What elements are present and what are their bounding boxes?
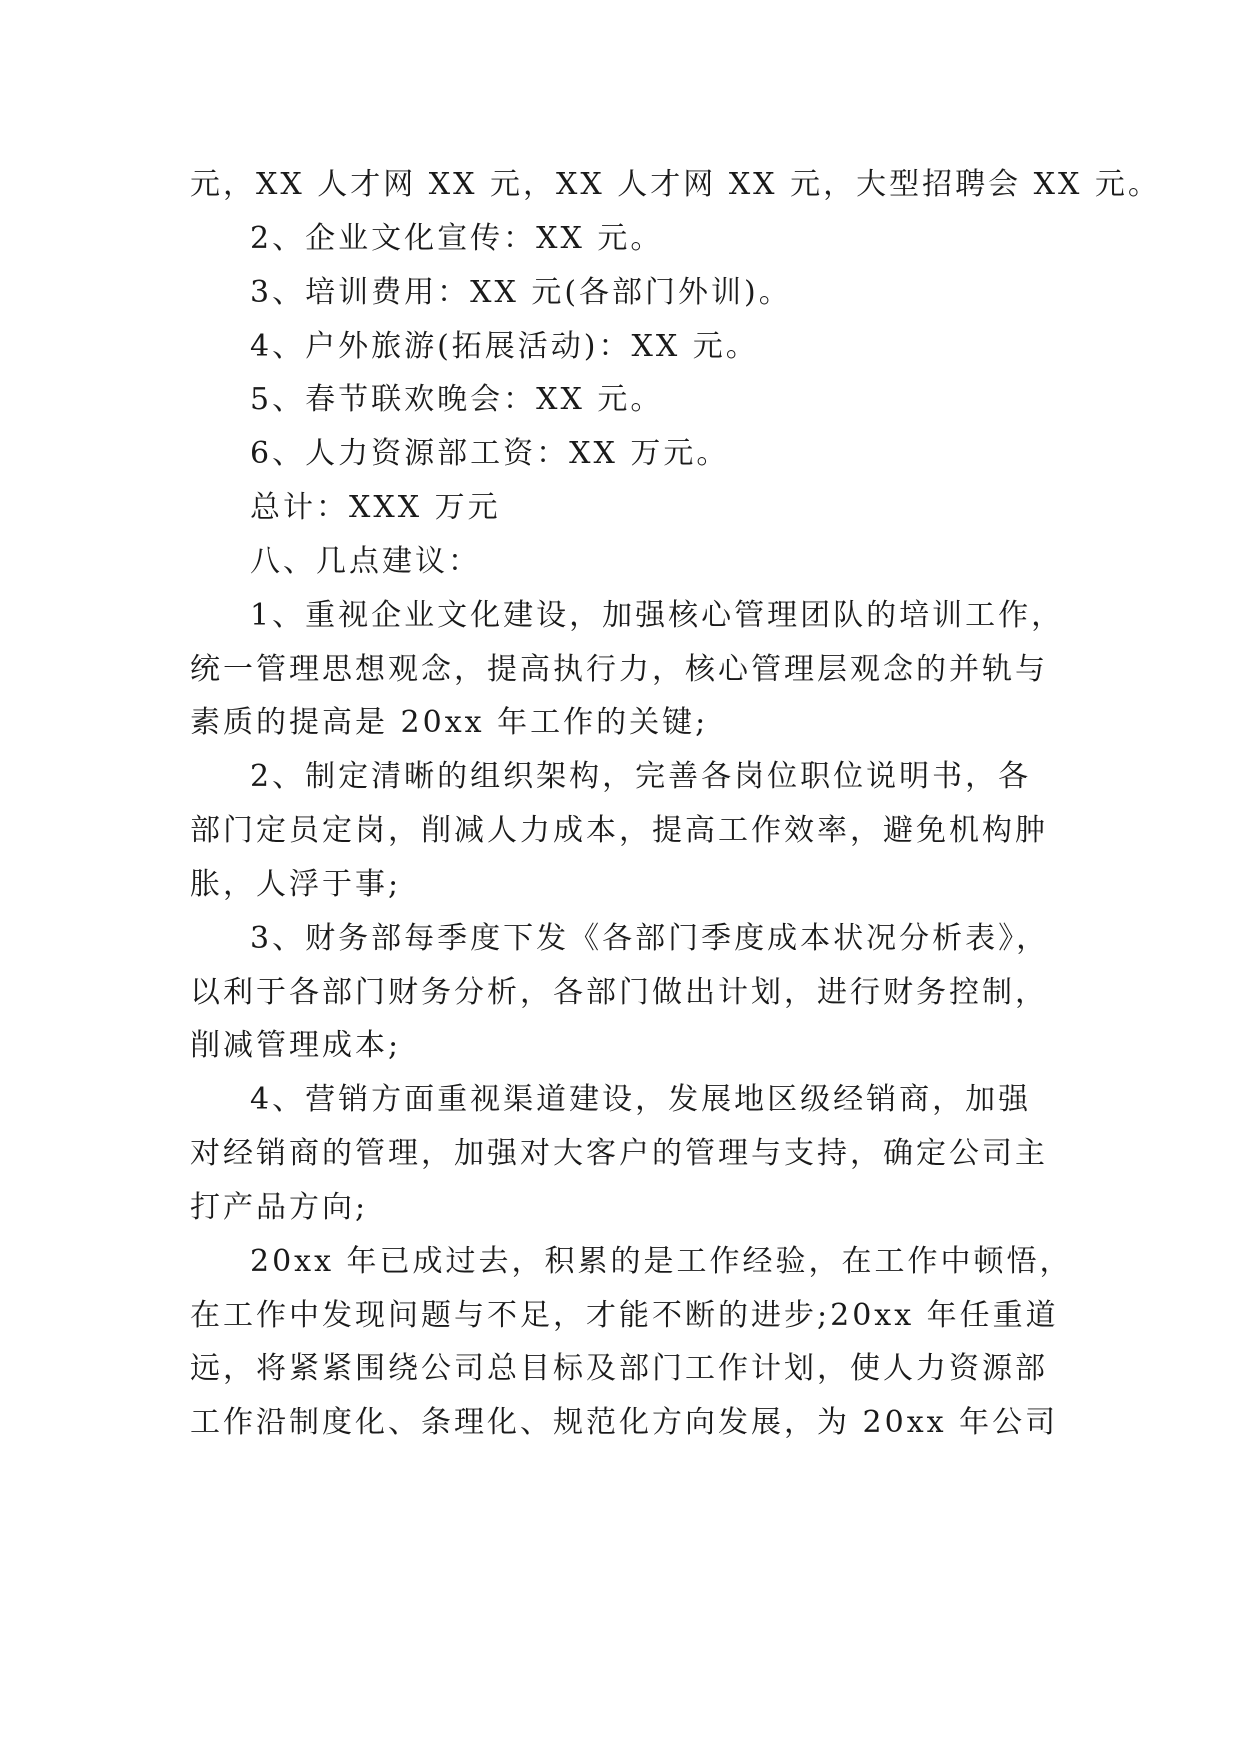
suggestion-2-line-1: 2、制定清晰的组织架构，完善各岗位职位说明书，各 [250, 759, 1032, 794]
budget-item-gala: 5、春节联欢晚会：XX 元。 [250, 382, 664, 417]
budget-total: 总计：XXX 万元 [250, 490, 501, 525]
budget-line-continued: 元，XX 人才网 XX 元，XX 人才网 XX 元，大型招聘会 XX 元。 [190, 167, 1161, 202]
budget-item-outdoor: 4、户外旅游(拓展活动)：XX 元。 [250, 329, 759, 364]
suggestion-3-line-2: 以利于各部门财务分析，各部门做出计划，进行财务控制， [190, 975, 1048, 1010]
closing-line-2: 在工作中发现问题与不足，才能不断的进步;20xx 年任重道 [190, 1298, 1059, 1333]
suggestion-1-line-1: 1、重视企业文化建设，加强核心管理团队的培训工作， [250, 598, 1065, 633]
suggestion-2-line-3: 胀，人浮于事; [190, 867, 402, 902]
section-heading-suggestions: 八、几点建议： [250, 544, 481, 579]
suggestion-3-line-1: 3、财务部每季度下发《各部门季度成本状况分析表》， [250, 921, 1050, 956]
closing-line-4: 工作沿制度化、条理化、规范化方向发展，为 20xx 年公司 [190, 1405, 1059, 1440]
suggestion-3-line-3: 削减管理成本; [190, 1028, 402, 1063]
closing-line-3: 远，将紧紧围绕公司总目标及部门工作计划，使人力资源部 [190, 1351, 1048, 1386]
closing-line-1: 20xx 年已成过去，积累的是工作经验，在工作中顿悟， [250, 1244, 1073, 1279]
budget-item-salary: 6、人力资源部工资：XX 万元。 [250, 436, 730, 471]
suggestion-1-line-3: 素质的提高是 20xx 年工作的关键; [190, 705, 709, 740]
suggestion-4-line-3: 打产品方向; [190, 1190, 369, 1225]
suggestion-2-line-2: 部门定员定岗，削减人力成本，提高工作效率，避免机构肿 [190, 813, 1048, 848]
suggestion-1-line-2: 统一管理思想观念，提高执行力，核心管理层观念的并轨与 [190, 652, 1048, 687]
suggestion-4-line-2: 对经销商的管理，加强对大客户的管理与支持，确定公司主 [190, 1136, 1048, 1171]
budget-item-culture: 2、企业文化宣传：XX 元。 [250, 221, 664, 256]
budget-item-training: 3、培训费用：XX 元(各部门外训)。 [250, 275, 792, 310]
suggestion-4-line-1: 4、营销方面重视渠道建设，发展地区级经销商，加强 [250, 1082, 1032, 1117]
